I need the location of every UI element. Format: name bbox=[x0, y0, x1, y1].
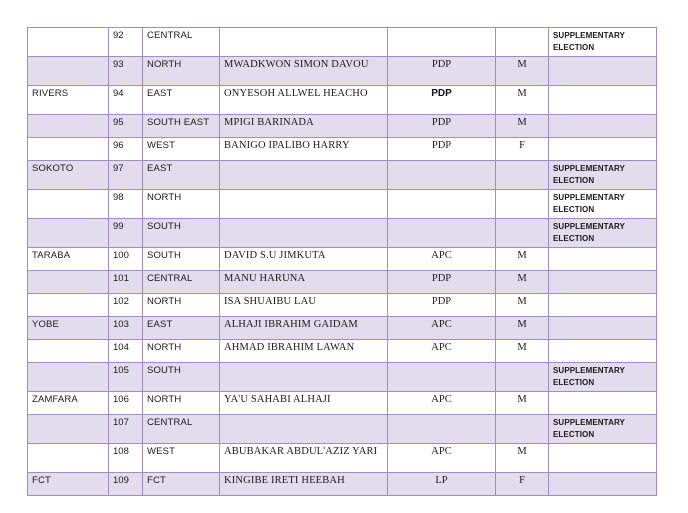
cell-party: PDP bbox=[388, 294, 496, 317]
cell-party: APC bbox=[388, 317, 496, 340]
table-row bbox=[28, 190, 657, 219]
cell-name: MANU HARUNA bbox=[220, 271, 388, 294]
cell-num: 99 bbox=[109, 219, 143, 248]
cell-name: AHMAD IBRAHIM LAWAN bbox=[220, 340, 388, 363]
cell-name bbox=[220, 219, 388, 248]
cell-district: WEST bbox=[143, 444, 220, 473]
cell-state bbox=[28, 444, 109, 473]
cell-num: 109 bbox=[109, 473, 143, 496]
cell-num: 106 bbox=[109, 392, 143, 415]
cell-note bbox=[549, 340, 657, 363]
cell-num: 108 bbox=[109, 444, 143, 473]
cell-num: 97 bbox=[109, 161, 143, 190]
cell-gender bbox=[496, 28, 549, 57]
cell-name: MWADKWON SIMON DAVOU bbox=[220, 57, 388, 86]
cell-state bbox=[28, 340, 109, 363]
cell-state bbox=[28, 138, 109, 161]
cell-num: 107 bbox=[109, 415, 143, 444]
table-row bbox=[28, 317, 657, 340]
election-results-table bbox=[27, 27, 657, 496]
cell-state: YOBE bbox=[28, 317, 109, 340]
cell-note: SUPPLEMENTARY ELECTION bbox=[549, 28, 657, 57]
cell-state: FCT bbox=[28, 473, 109, 496]
cell-district: NORTH bbox=[143, 340, 220, 363]
cell-district: SOUTH bbox=[143, 219, 220, 248]
cell-name: ABUBAKAR ABDUL'AZIZ YARI bbox=[220, 444, 388, 473]
table-row bbox=[28, 473, 657, 496]
cell-gender: M bbox=[496, 86, 549, 115]
cell-num: 93 bbox=[109, 57, 143, 86]
cell-num: 94 bbox=[109, 86, 143, 115]
table-row bbox=[28, 28, 657, 57]
cell-state bbox=[28, 57, 109, 86]
cell-note bbox=[549, 294, 657, 317]
cell-state: SOKOTO bbox=[28, 161, 109, 190]
cell-district: CENTRAL bbox=[143, 415, 220, 444]
cell-name bbox=[220, 363, 388, 392]
cell-note bbox=[549, 317, 657, 340]
cell-note: SUPPLEMENTARY ELECTION bbox=[549, 161, 657, 190]
cell-note bbox=[549, 248, 657, 271]
cell-note: SUPPLEMENTARY ELECTION bbox=[549, 415, 657, 444]
cell-note bbox=[549, 86, 657, 115]
cell-district: NORTH bbox=[143, 294, 220, 317]
cell-party bbox=[388, 190, 496, 219]
table-row bbox=[28, 415, 657, 444]
cell-state bbox=[28, 115, 109, 138]
cell-district: NORTH bbox=[143, 392, 220, 415]
cell-gender bbox=[496, 190, 549, 219]
cell-num: 98 bbox=[109, 190, 143, 219]
table-row bbox=[28, 161, 657, 190]
table-row bbox=[28, 444, 657, 473]
cell-name: ALHAJI IBRAHIM GAIDAM bbox=[220, 317, 388, 340]
table-row bbox=[28, 86, 657, 115]
table-row bbox=[28, 248, 657, 271]
cell-gender: M bbox=[496, 271, 549, 294]
cell-district: WEST bbox=[143, 138, 220, 161]
cell-name bbox=[220, 415, 388, 444]
cell-num: 101 bbox=[109, 271, 143, 294]
cell-num: 95 bbox=[109, 115, 143, 138]
table-body bbox=[28, 28, 657, 496]
cell-name: YA'U SAHABI ALHAJI bbox=[220, 392, 388, 415]
cell-name: ONYESOH ALLWEL HEACHO bbox=[220, 86, 388, 115]
cell-name: MPIGI BARINADA bbox=[220, 115, 388, 138]
cell-num: 92 bbox=[109, 28, 143, 57]
cell-party bbox=[388, 219, 496, 248]
table-row bbox=[28, 57, 657, 86]
table-row bbox=[28, 271, 657, 294]
cell-state bbox=[28, 271, 109, 294]
cell-note bbox=[549, 392, 657, 415]
cell-name bbox=[220, 190, 388, 219]
cell-district: SOUTH EAST bbox=[143, 115, 220, 138]
cell-gender bbox=[496, 363, 549, 392]
table-row bbox=[28, 294, 657, 317]
cell-district: EAST bbox=[143, 317, 220, 340]
cell-name: DAVID S.U JIMKUTA bbox=[220, 248, 388, 271]
table-row bbox=[28, 340, 657, 363]
cell-num: 104 bbox=[109, 340, 143, 363]
cell-gender: M bbox=[496, 317, 549, 340]
cell-note bbox=[549, 271, 657, 294]
cell-party: PDP bbox=[388, 115, 496, 138]
cell-party: APC bbox=[388, 248, 496, 271]
table-row bbox=[28, 392, 657, 415]
cell-state bbox=[28, 415, 109, 444]
table-row bbox=[28, 138, 657, 161]
cell-name bbox=[220, 28, 388, 57]
cell-state bbox=[28, 294, 109, 317]
cell-party: APC bbox=[388, 392, 496, 415]
cell-num: 96 bbox=[109, 138, 143, 161]
cell-state: RIVERS bbox=[28, 86, 109, 115]
cell-name bbox=[220, 161, 388, 190]
cell-gender: M bbox=[496, 392, 549, 415]
cell-party: LP bbox=[388, 473, 496, 496]
cell-district: CENTRAL bbox=[143, 271, 220, 294]
cell-gender bbox=[496, 415, 549, 444]
cell-num: 103 bbox=[109, 317, 143, 340]
cell-note bbox=[549, 57, 657, 86]
cell-district: EAST bbox=[143, 86, 220, 115]
cell-note: SUPPLEMENTARY ELECTION bbox=[549, 190, 657, 219]
cell-gender: M bbox=[496, 57, 549, 86]
cell-party: APC bbox=[388, 340, 496, 363]
cell-gender: F bbox=[496, 138, 549, 161]
cell-num: 105 bbox=[109, 363, 143, 392]
cell-gender: M bbox=[496, 444, 549, 473]
cell-state bbox=[28, 219, 109, 248]
table-row bbox=[28, 363, 657, 392]
cell-district: NORTH bbox=[143, 57, 220, 86]
cell-name: KINGIBE IRETI HEEBAH bbox=[220, 473, 388, 496]
cell-gender: F bbox=[496, 473, 549, 496]
cell-note bbox=[549, 444, 657, 473]
cell-gender bbox=[496, 219, 549, 248]
cell-state bbox=[28, 28, 109, 57]
cell-district: FCT bbox=[143, 473, 220, 496]
cell-name: BANIGO IPALIBO HARRY bbox=[220, 138, 388, 161]
cell-note bbox=[549, 138, 657, 161]
cell-party bbox=[388, 161, 496, 190]
cell-gender: M bbox=[496, 340, 549, 363]
cell-party bbox=[388, 28, 496, 57]
cell-party: PDP bbox=[388, 138, 496, 161]
cell-district: EAST bbox=[143, 161, 220, 190]
cell-gender: M bbox=[496, 294, 549, 317]
cell-district: NORTH bbox=[143, 190, 220, 219]
cell-num: 102 bbox=[109, 294, 143, 317]
cell-gender: M bbox=[496, 248, 549, 271]
cell-state bbox=[28, 363, 109, 392]
cell-party: APC bbox=[388, 444, 496, 473]
cell-note bbox=[549, 115, 657, 138]
cell-district: CENTRAL bbox=[143, 28, 220, 57]
cell-state bbox=[28, 190, 109, 219]
cell-party: PDP bbox=[388, 57, 496, 86]
cell-name: ISA SHUAIBU LAU bbox=[220, 294, 388, 317]
cell-num: 100 bbox=[109, 248, 143, 271]
cell-state: TARABA bbox=[28, 248, 109, 271]
cell-party: PDP bbox=[388, 86, 496, 115]
cell-gender bbox=[496, 161, 549, 190]
cell-party: PDP bbox=[388, 271, 496, 294]
cell-party bbox=[388, 415, 496, 444]
table-row bbox=[28, 219, 657, 248]
cell-note: SUPPLEMENTARY ELECTION bbox=[549, 219, 657, 248]
results-table-container bbox=[27, 27, 656, 496]
cell-gender: M bbox=[496, 115, 549, 138]
cell-district: SOUTH bbox=[143, 248, 220, 271]
cell-party bbox=[388, 363, 496, 392]
cell-district: SOUTH bbox=[143, 363, 220, 392]
table-row bbox=[28, 115, 657, 138]
cell-state: ZAMFARA bbox=[28, 392, 109, 415]
cell-note: SUPPLEMENTARY ELECTION bbox=[549, 363, 657, 392]
cell-note bbox=[549, 473, 657, 496]
